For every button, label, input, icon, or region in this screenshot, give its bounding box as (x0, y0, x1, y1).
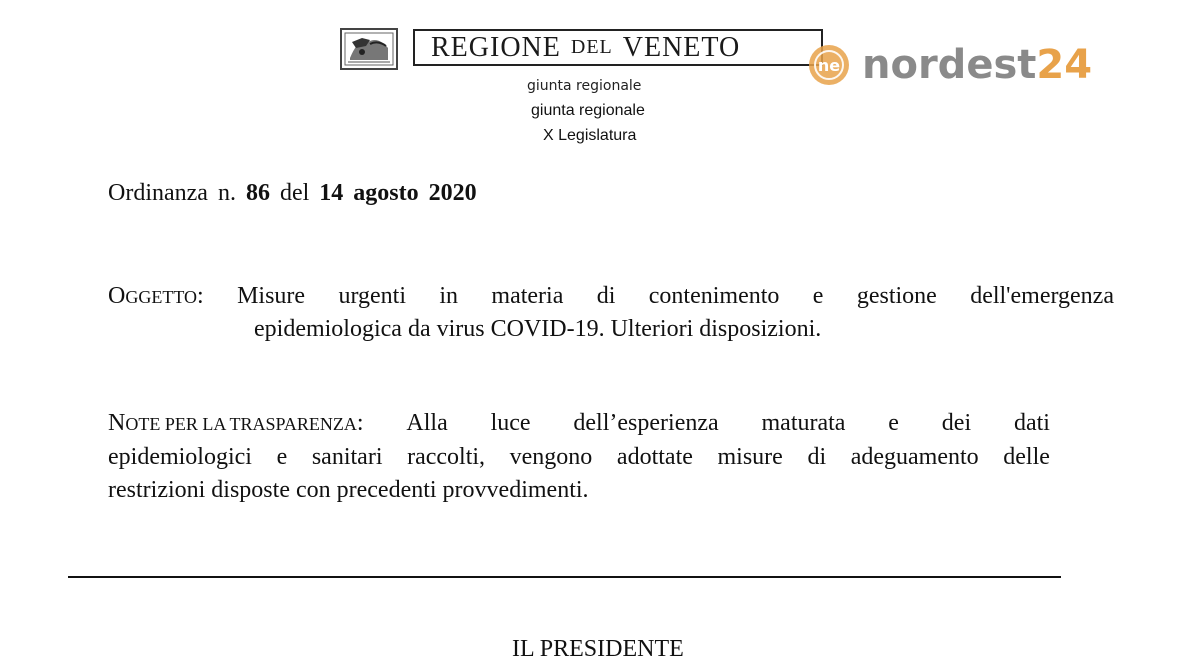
word: materia (491, 283, 564, 309)
subtitle-giunta-2: giunta regionale (531, 102, 645, 119)
word: dell’esperienza (573, 410, 719, 436)
svg-text:ne: ne (817, 56, 841, 75)
ordinanza-del-label: del (279, 180, 310, 206)
nordest24-wordmark: nordest24 (862, 42, 1093, 88)
word: di (596, 283, 616, 309)
note-label: NOTE PER LA TRASPARENZA: (108, 410, 364, 436)
ordinanza-date: 14 agosto 2020 (319, 180, 477, 206)
note-trasparenza-section (108, 407, 1050, 507)
word: luce (490, 410, 531, 436)
il-presidente-heading: IL PRESIDENTE (512, 636, 684, 662)
word: Alla (406, 410, 448, 436)
word: misure (717, 444, 783, 470)
region-name-veneto: VENETO (622, 31, 741, 63)
nordest24-logo-icon (808, 44, 850, 86)
ordinanza-number: 86 (245, 180, 270, 206)
word: maturata (761, 410, 846, 436)
word: delle (1003, 444, 1050, 470)
oggetto-line-2: epidemiologica da virus COVID-19. Ulteriori disposizioni. (254, 316, 822, 342)
word: epidemiologici (108, 444, 252, 470)
word: adeguamento (850, 444, 979, 470)
word: dei (941, 410, 972, 436)
coat-of-arms-icon (340, 28, 398, 70)
word: adottate (616, 444, 693, 470)
horizontal-divider (68, 576, 1061, 578)
word: urgenti (338, 283, 406, 309)
ordinanza-label: Ordinanza (108, 180, 208, 206)
oggetto-label: OGGETTO: (108, 283, 204, 309)
word: raccolti, (407, 444, 486, 470)
ordinanza-line (108, 180, 477, 207)
word: vengono (509, 444, 593, 470)
word: di (807, 444, 827, 470)
word: e (812, 283, 824, 309)
word: gestione (856, 283, 937, 309)
word: dati (1013, 410, 1050, 436)
note-line-3: restrizioni disposte con precedenti provvedimenti. (108, 477, 589, 503)
word: in (439, 283, 459, 309)
region-name-del: DEL (570, 36, 613, 58)
word: sanitari (311, 444, 383, 470)
ordinanza-n-label: n. (217, 180, 236, 206)
subtitle-giunta-1: giunta regionale (527, 78, 642, 94)
word: e (276, 444, 288, 470)
region-title-box (413, 29, 823, 66)
word: Misure (237, 283, 306, 309)
note-line-1 (108, 407, 1050, 441)
nordest24-watermark (808, 42, 1092, 88)
word: dell'emergenza (970, 283, 1114, 309)
legislature-label: X Legislatura (543, 127, 637, 144)
word: e (888, 410, 899, 436)
note-line-2 (108, 441, 1050, 474)
region-name-regione: REGIONE (431, 31, 561, 63)
oggetto-section (108, 280, 1114, 345)
oggetto-line-1 (108, 280, 1114, 313)
word: contenimento (648, 283, 780, 309)
